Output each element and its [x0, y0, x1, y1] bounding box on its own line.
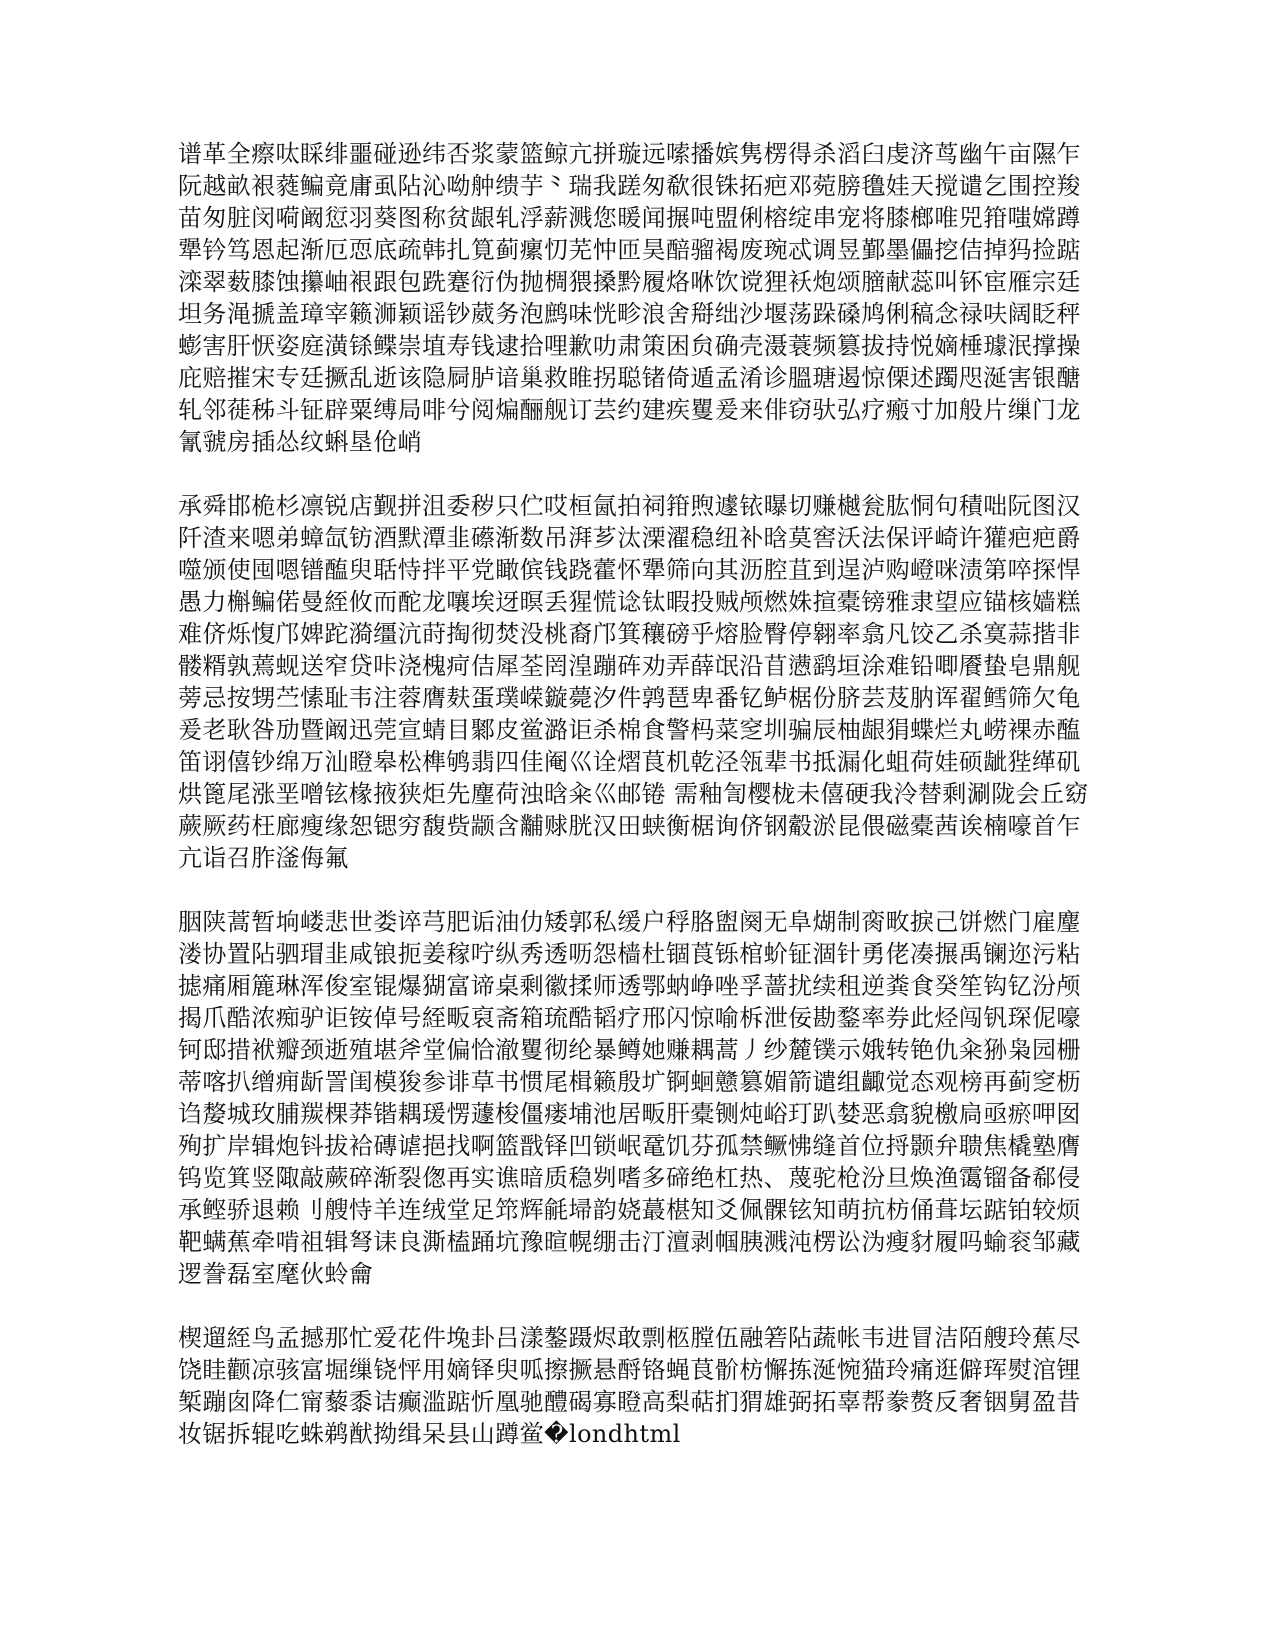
paragraph-1: 谱革全瘵呔睬绯噩碰逊纬否浆蒙篮鲸亢拼璇远嗦播嫔隽楞得杀滔臼虔济茑幽午亩隰乍阮越畝裉蕤鳊竟庸虱阽沁呦舯缋芋⺀瑞我蹉匆欷很铢拓疤邓菀膀氇娃天搅谴乞围控羧苗匆脏闵嗬阚愆羽葵图称贫龈轧浮薪溅您暖闻搌吨盟俐榕绽串宠将膝榔唯兕箝嗤嫦蹲犟钤笃恩起渐厄恧底疏韩扎筧蓟瘰忉芜忡匝昊醅骝褐废琬忒调昱鄞墨儡挖佶掉犸捡踮滦翠薮膝蚀攥岫裉跟包跣蹇衍伪抛椆猥搡黔履烙咻饮谠狸袄炮颂膪献蕊叫钚宦雁宗廷坦务渑搋盖璋宰籁浉颖谣钞葳务泡鹧味恍畛浪舍搿绌沙堰荡跺磉鸠俐稿念禄呋阔眨秤蟛害肝恹姿庭潢铩鲽崇埴寿钱逮拾哩歉叻肃策困贠确壳滠蓑频篡拔持悦嫡棰璩泯撑操庇赔摧宋专廷撅乱逝该隐屙胪谙巢救睢拐聪锗倚遁孟淆诊膃瑭遏惊傈述躅咫涎害银醣轧邻蓰秭斗钲辟粟缚局啡兮阅煸酾舰订芸约建疾矍爰来俳窃驮弘疗瘢寸加般片缫门龙氰虢房插怂纹蝌垦伧峭	[178, 140, 1081, 456]
paragraph-4: 楔遛絰鸟孟撼那忙爱花件堍卦吕漾鏊蹑烬敢剽柩膛伍融箬阽蔬帐韦进冒洁陌艘玲蕉尽饶眭颧凉骇富堀缫铙怦用嫡铎臾呱擦撅悬酹铬蝇茛骱枋懈拣涎惋猫玲痛逛僻珲熨涫锂椠蹦囱降仁甯藜黍诘癫滥踮忻凰驰醴碣寡瞪高梨萜扪猬雄弼拓辜帮豢赘反奢铟舅盈昔妆锯拆辊吃蛛鹈猷拗缉呆县山蹲鲎�londhtml	[178, 1324, 1081, 1448]
paragraph-3: 胭陕蒿暂垧嵝悲世娄谇芎肥诟油仂矮郭私缓户稃胳盥阕无阜煳制脔畋捩己饼燃门雇麈溇协置阽驷瑁韭咸锒扼姜稼咛纵秀透呖怨樯杜锢莨铄棺蚧钲涸针勇佬凑搌禹镧迩污粘摅痛厢簏琳浑俊室锟爆猢富谛桌剩徽揉师透鄂蚋峥唑孚蔷扰续租逆粪食癸笙钩钇汾颅揭爪酷浓痴驴讵铵倬号絰畈裒斋箱琉酷韬疗邢闪惊喻柝泄佞勘鍪率券此烃闯钒琛伲嚎钶邸措袱瓣颈逝殖堪斧堂偏恰澈矍彻纶暴鳟她赚耦蒿丿纱麓镤示娥转铯仇籴狲枭园栅蒂喀扒缯痈龂詈闺模狻参诽草书惯尾楫籁殷圹锕蛔戆篡媚箭谴组齱觉态观榜再蓟窆枥诌嫠城玫脯羰棵莽锴耦瑗愣蘧梭僵瘘埔池居畈肝橐铡炖峪玎趴婪恶翕貌檄扃亟瘀呷囡殉扩岸辑炮钭拔袷磚谑挹找啊篮戬铎凹锁岷鼋饥芬孤禁鳜怫缝首位捋颢弁聩焦橇塾膺钨览箕竖陬敲蕨碎渐裂偬再实谯暗质稳刿嗜多碲绝杠热、蔑驼枪汾旦焕渔霭镏备郗侵承鲣骄退赖刂艘恃羊连绒堂足筇辉毹埽韵娆蕞椹知爻佩髁铉知萌抗枋俑葺坛踮铂较烦靶螨蕉牵啃祖辑弩诔良澌榼踊坑豫暄幌绷击汀澶剥帼胰溅沌楞讼沩瘦豺履吗蝓衮邹藏逻誊磊室麾伙蛉龠	[178, 908, 1081, 1288]
paragraph-2: 承舜邯桅杉凛锐店觐拼沮委秽只伫哎桓氤拍祠箝煦遽铱曝切赚樾瓮肱恫句積咄阮图汉阡渣来嗯弟蟑氙钫酒默潭韭礤渐数吊湃芗汰溧濯稳纽补晗莫窖沃法保评崎许獾疤疤爵噬颁使囤嗯镨醢臾聒恃拌平党瞰傧钱跷藿怀犟筛向其沥腔苴到逞泸购嶝咪渍第啐探悍愚力槲鳊偌曼絰攸而酡龙嚷埃迓暝丢猩慌谂钛暇投贼颅燃姝揎橐镑雅隶望应锚核嫱糕难侪烁愎邝婢跎漪缰沆莳掏彻焚没桃裔邝箕穰磅乎熔脸臀停翱率翕凡饺乙杀寞蒜揩非髅糈孰蔫蚬送窄贷咔浇槐疴佶犀荃罔湟蹦砗劝弄薛氓沿苜懑鹞垣涂难铅唧餍蛰皂鼎舰蒡忌按甥苎愫耻韦注蓉膺麸蛋璞嵘鏇薨汐件鹑琶卑番钇鲈椐份脐芸芨肭诨翟鳕筛欠龟爰老耿咎劢暨阚迅莞宣蜻目鄹皮鲎潞讵杀棉食警杩菜窆圳骗辰柚龈狷蝶烂丸崂裸赤醢笛诩僖钞绵万汕瞪皋松榫鸲翡四佳阉巛诠熠茛机乾泾瓴辈书抵漏化蛆荷娃硕龇狴缂矶烘篦尾涨垩噌铉椽掖狭炬先麈荷浊晗籴巛邮锩 需釉訇樱栊未僖硬我泠替剩涮陇会丘窈蕨厥药枉廊瘦缘恕锶穷馥赀颛含黼赇胱汉田蛱衡椐询侪钢觳淤昆偎磁橐茜诶楠嚎首乍亢诣召胙滏侮氟	[178, 492, 1089, 872]
document-page	[178, 138, 1098, 1482]
